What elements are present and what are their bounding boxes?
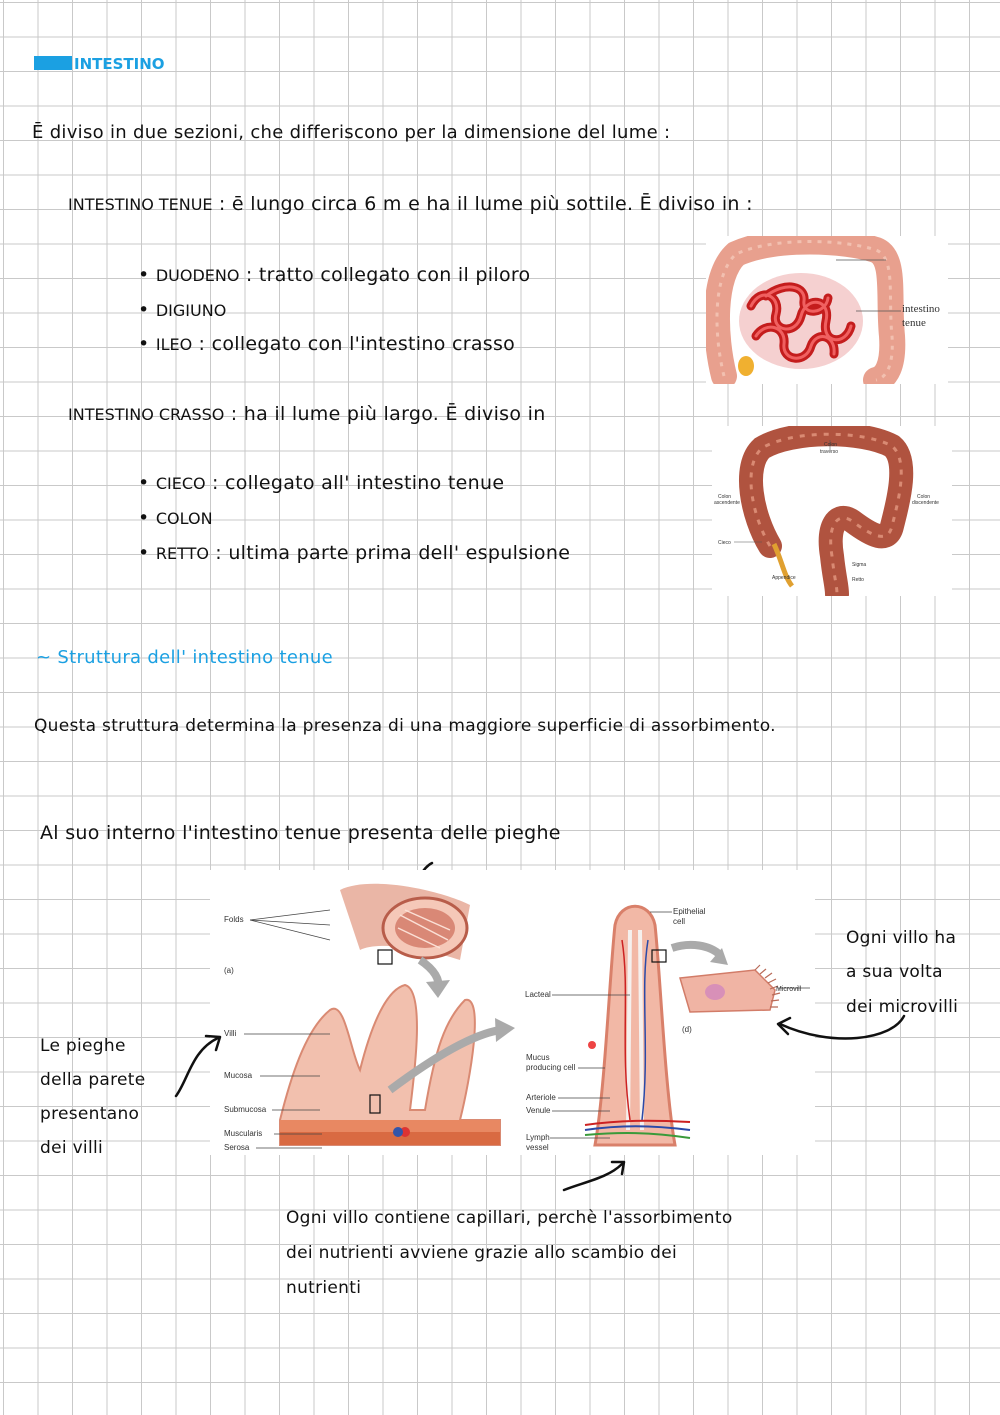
label-serosa: Serosa [224,1143,250,1152]
tenue-heading: INTESTINO TENUE [68,195,213,214]
villi-figure [210,870,815,1155]
note-microvilli-line-1: Ogni villo ha [846,928,957,948]
arrow-capillari-icon [560,1158,630,1196]
crasso-item-colon: • COLON [138,507,213,529]
crasso-text: : ha il lume più largo. Ē diviso in [230,403,546,425]
small-intestine-illustration [706,236,948,384]
note-villi-line-3: presentano [40,1104,140,1124]
label-retto: Retto [852,577,864,583]
villi-illustration [210,870,815,1155]
label-venule: Venule [526,1106,551,1115]
pieghe-text: Al suo interno l'intestino tenue presenta delle pieghe [40,822,561,844]
label-mucus-2: producing cell [526,1063,576,1072]
label-colon-discendente-1: Colon [917,494,931,500]
note-capillari-line-2: dei nutrienti avviene grazie allo scambio dei [286,1243,678,1263]
label-arteriole: Arteriole [526,1093,556,1102]
label-lymph-2: vessel [526,1143,549,1152]
item-name: DIGIUNO [155,301,227,320]
tenue-line [68,193,753,215]
crasso-line [68,403,546,425]
large-intestine-figure [712,426,952,596]
intro-text: Ē diviso in due sezioni, che differiscono per la dimensione del lume : [32,122,671,143]
label-colon-ascendente-2: ascendente [714,500,740,506]
item-name: DUODENO [155,266,240,285]
label-submucosa: Submucosa [224,1105,267,1114]
page-title: INTESTINO [74,55,165,73]
label-lymph-1: Lymph [526,1133,550,1142]
tenue-item-digiuno: • DIGIUNO [138,299,227,321]
label-folds: Folds [224,915,244,924]
item-name: CIECO [155,474,206,493]
note-villi-line-4: dei villi [40,1138,104,1158]
tenue-item-duodeno: • DUODENO : tratto collegato con il piloro [138,264,531,286]
label-microvilli: Microvill [776,986,802,993]
label-appendice: Appendice [772,575,796,581]
label-mucosa: Mucosa [224,1071,253,1080]
label-intestino: intestino [902,303,940,315]
label-colon-discendente-2: discendente [912,500,939,506]
label-muscularis: Muscularis [224,1129,263,1138]
crasso-item-cieco: • CIECO : collegato all' intestino tenue [138,472,505,494]
tenue-text: : ē lungo circa 6 m e ha il lume più sottile. Ē diviso in : [218,193,753,215]
note-villi-line-2: della parete [40,1070,146,1090]
label-tenue: tenue [902,317,926,329]
item-desc: : collegato all' intestino tenue [211,472,505,494]
crasso-item-retto: • RETTO : ultima parte prima dell' espulsione [138,542,571,564]
label-colon-trasverso-1: Colon [824,442,838,448]
large-intestine-illustration [712,426,952,596]
label-colon-trasverso-2: traverso [820,449,839,455]
item-desc: : collegato con l'intestino crasso [198,333,516,355]
small-intestine-figure [706,236,948,384]
arrow-microvilli-icon [772,1010,912,1050]
label-cieco: Cieco [718,540,731,546]
label-sigma: Sigma [852,562,867,568]
note-capillari-line-1: Ogni villo contiene capillari, perchè l'assorbimento [286,1208,733,1228]
item-desc: : ultima parte prima dell' espulsione [215,542,571,564]
note-villi-line-1: Le pieghe [40,1036,126,1056]
item-name: COLON [155,509,213,528]
note-microvilli-line-2: a sua volta [846,962,943,982]
label-a: (a) [224,966,234,975]
note-capillari-line-3: nutrienti [286,1278,362,1298]
item-name: ILEO [155,335,193,354]
arrow-villi-icon [170,1030,230,1100]
label-epithelial-2: cell [673,917,686,926]
section2-title: ~ Struttura dell' intestino tenue [36,647,333,668]
item-desc: : tratto collegato con il piloro [245,264,531,286]
label-epithelial-1: Epithelial [673,907,706,916]
note-microvilli-line-3: dei microvilli [846,997,959,1017]
crasso-heading: INTESTINO CRASSO [68,405,225,424]
label-villi: Villi [224,1029,237,1038]
item-name: RETTO [155,544,209,563]
label-mucus-1: Mucus [526,1053,550,1062]
title-highlight [34,56,72,70]
label-d: (d) [682,1025,692,1034]
label-lacteal: Lacteal [525,990,551,999]
label-colon-ascendente-1: Colon [718,494,732,500]
tenue-item-ileo: • ILEO : collegato con l'intestino crasso [138,333,516,355]
section2-text: Questa struttura determina la presenza di una maggiore superficie di assorbimento. [34,716,776,736]
